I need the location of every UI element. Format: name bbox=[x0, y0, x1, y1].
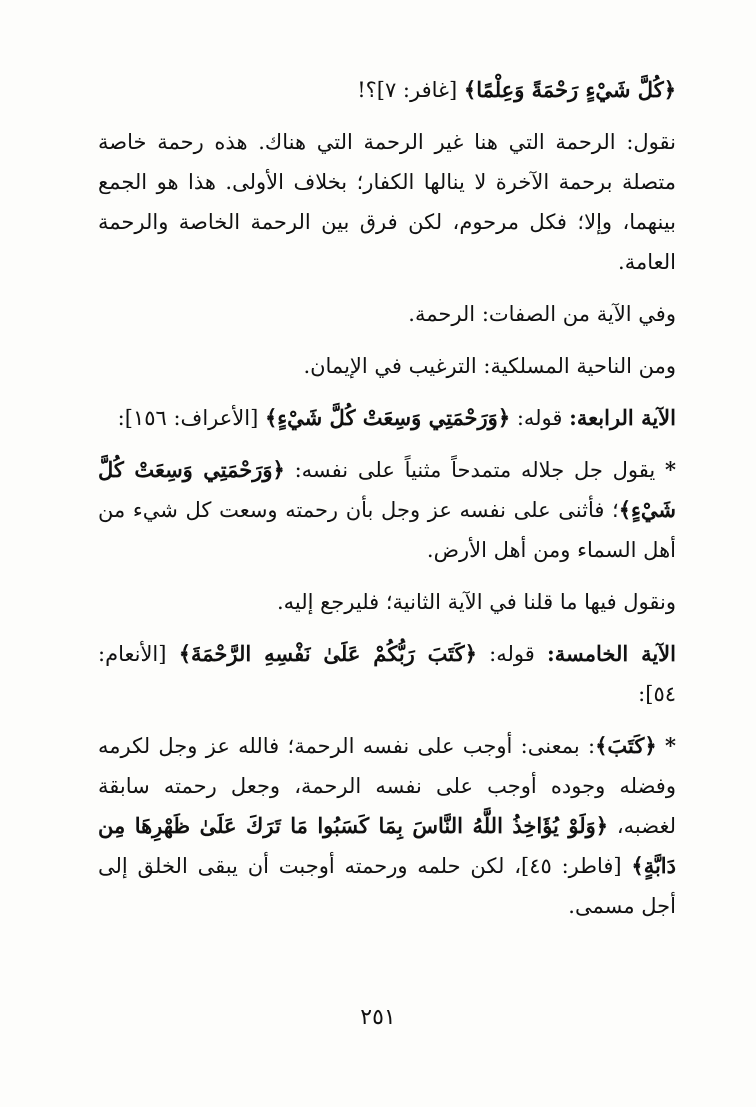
body-text: يقول جل جلاله متمدحاً مثنياً على نفسه: bbox=[294, 458, 656, 482]
verse-heading: الآية الخامسة: bbox=[547, 641, 676, 666]
verse-heading: الآية الرابعة: bbox=[569, 405, 676, 430]
verse-reference: [فاطر: ٤٥]، bbox=[514, 854, 622, 878]
page-number: ٢٥١ bbox=[360, 1005, 396, 1030]
star-marker: * bbox=[665, 733, 676, 758]
star-marker: * bbox=[665, 457, 676, 482]
quran-verse: ﴿وَرَحْمَتِي وَسِعَتْ كُلَّ شَيْءٍ﴾ bbox=[98, 457, 676, 522]
intro-text: قوله: bbox=[516, 406, 563, 430]
verse-reference: [غافر: ٧]؟! bbox=[357, 78, 458, 102]
verse-reference: [الأعراف: ١٥٦]: bbox=[117, 406, 259, 430]
verse-reference: [الأنعام: ٥٤]: bbox=[98, 642, 676, 706]
paragraph-4: ومن الناحية المسلكية: الترغيب في الإيمان. bbox=[303, 354, 676, 378]
quran-verse: ﴿كُلَّ شَيْءٍ رَحْمَةً وَعِلْمًا﴾ bbox=[463, 77, 676, 102]
paragraph-3: وفي الآية من الصفات: الرحمة. bbox=[408, 302, 676, 326]
paragraph-7: ونقول فيها ما قلنا في الآية الثانية؛ فليرجع إليه. bbox=[276, 590, 676, 614]
body-text: : بمعنى: أوجب على نفسه الرحمة؛ فالله عز وجل لكرمه وفضله وجوده أوجب على نفسه الرحمة، وجعل رحمته سابقة لغضبه، bbox=[98, 734, 676, 838]
paragraph-8 bbox=[98, 634, 676, 714]
intro-text: قوله: bbox=[489, 642, 535, 666]
body-text: لكن حلمه ورحمته أوجبت أن يبقى الخلق إلى أجل مسمى. bbox=[98, 854, 676, 918]
paragraph-6 bbox=[98, 450, 676, 570]
paragraph-9 bbox=[98, 726, 676, 926]
quran-verse: ﴿وَرَحْمَتِي وَسِعَتْ كُلَّ شَيْءٍ﴾ bbox=[264, 405, 511, 430]
paragraph-2: نقول: الرحمة التي هنا غير الرحمة التي هناك. هذه رحمة خاصة متصلة برحمة الآخرة لا ينالها الكفار؛ بخلاف الأولى. هذا هو الجمع بينهما، وإلا؛ فكل مرحوم، لكن فرق بين الرحمة الخاصة والرحمة العامة. bbox=[98, 130, 676, 274]
paragraph-1 bbox=[98, 70, 676, 110]
body-text: ؛ فأثنى على نفسه عز وجل بأن رحمته وسعت كل شيء من أهل السماء ومن أهل الأرض. bbox=[98, 498, 676, 562]
paragraph-5 bbox=[98, 398, 676, 438]
quran-verse: ﴿كَتَبَ رَبُّكُمْ عَلَىٰ نَفْسِهِ الرَّحْمَةَ﴾ bbox=[178, 641, 477, 666]
quran-verse: ﴿كَتَبَ﴾ bbox=[595, 733, 657, 758]
quran-verse: ﴿وَلَوْ يُؤَاخِذُ اللَّهُ النَّاسَ بِمَا كَسَبُوا مَا تَرَكَ عَلَىٰ ظَهْرِهَا مِن دَابَّةٍ﴾ bbox=[98, 813, 676, 878]
